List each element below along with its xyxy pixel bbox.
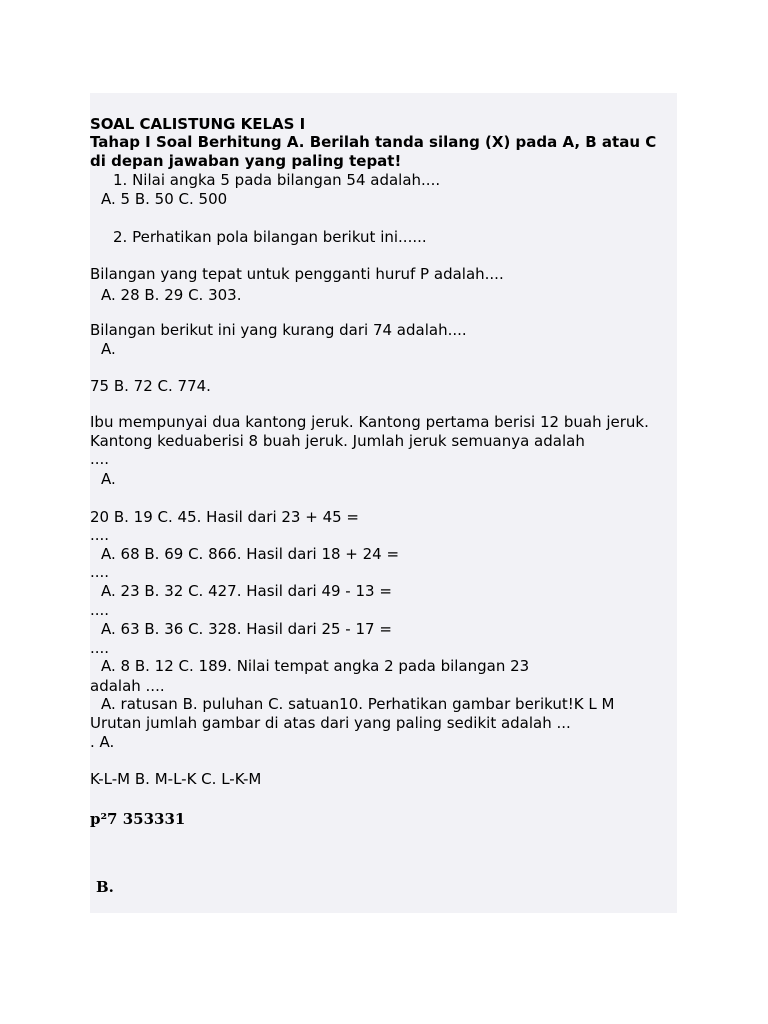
footer-b: B. <box>96 878 114 896</box>
document-title: SOAL CALISTUNG KELAS I <box>90 115 306 133</box>
answer-line: A. 8 B. 12 C. 189. Nilai tempat angka 2 pada bilangan 23 <box>101 657 530 675</box>
answer-line: A. <box>101 340 116 358</box>
document-page <box>90 93 677 913</box>
question-2: 2. Perhatikan pola bilangan berikut ini...... <box>113 228 427 246</box>
text-line: Urutan jumlah gambar di atas dari yang paling sedikit adalah ... <box>90 714 571 732</box>
text-line: 20 B. 19 C. 45. Hasil dari 23 + 45 = <box>90 508 359 526</box>
text-line: .... <box>90 526 110 544</box>
intro-line-2: di depan jawaban yang paling tepat! <box>90 152 402 170</box>
intro-line-1: Tahap I Soal Berhitung A. Berilah tanda silang (X) pada A, B atau C <box>90 133 657 151</box>
text-line: K-L-M B. M-L-K C. L-K-M <box>90 770 262 788</box>
text-line: Bilangan yang tepat untuk pengganti huruf P adalah.... <box>90 265 504 283</box>
answer-line: A. <box>101 470 116 488</box>
answer-line: A. 23 B. 32 C. 427. Hasil dari 49 - 13 = <box>101 582 392 600</box>
text-line: 75 B. 72 C. 774. <box>90 377 211 395</box>
footer-code: p²7 353331 <box>90 810 186 828</box>
text-line: . A. <box>90 733 115 751</box>
text-line: Ibu mempunyai dua kantong jeruk. Kantong pertama berisi 12 buah jeruk. <box>90 413 649 431</box>
text-line: Bilangan berikut ini yang kurang dari 74 adalah.... <box>90 321 467 339</box>
text-line: .... <box>90 601 110 619</box>
answer-line: A. ratusan B. puluhan C. satuan10. Perhatikan gambar berikut!K L M <box>101 695 615 713</box>
text-line: .... <box>90 639 110 657</box>
answer-line: A. 28 B. 29 C. 303. <box>101 286 242 304</box>
answer-line: A. 5 B. 50 C. 500 <box>101 190 228 208</box>
text-line: adalah .... <box>90 677 165 695</box>
text-line: Kantong keduaberisi 8 buah jeruk. Jumlah jeruk semuanya adalah <box>90 432 585 450</box>
answer-line: A. 68 B. 69 C. 866. Hasil dari 18 + 24 = <box>101 545 400 563</box>
text-line: .... <box>90 450 110 468</box>
question-1: 1. Nilai angka 5 pada bilangan 54 adalah.... <box>113 171 441 189</box>
answer-line: A. 63 B. 36 C. 328. Hasil dari 25 - 17 = <box>101 620 392 638</box>
text-line: .... <box>90 563 110 581</box>
